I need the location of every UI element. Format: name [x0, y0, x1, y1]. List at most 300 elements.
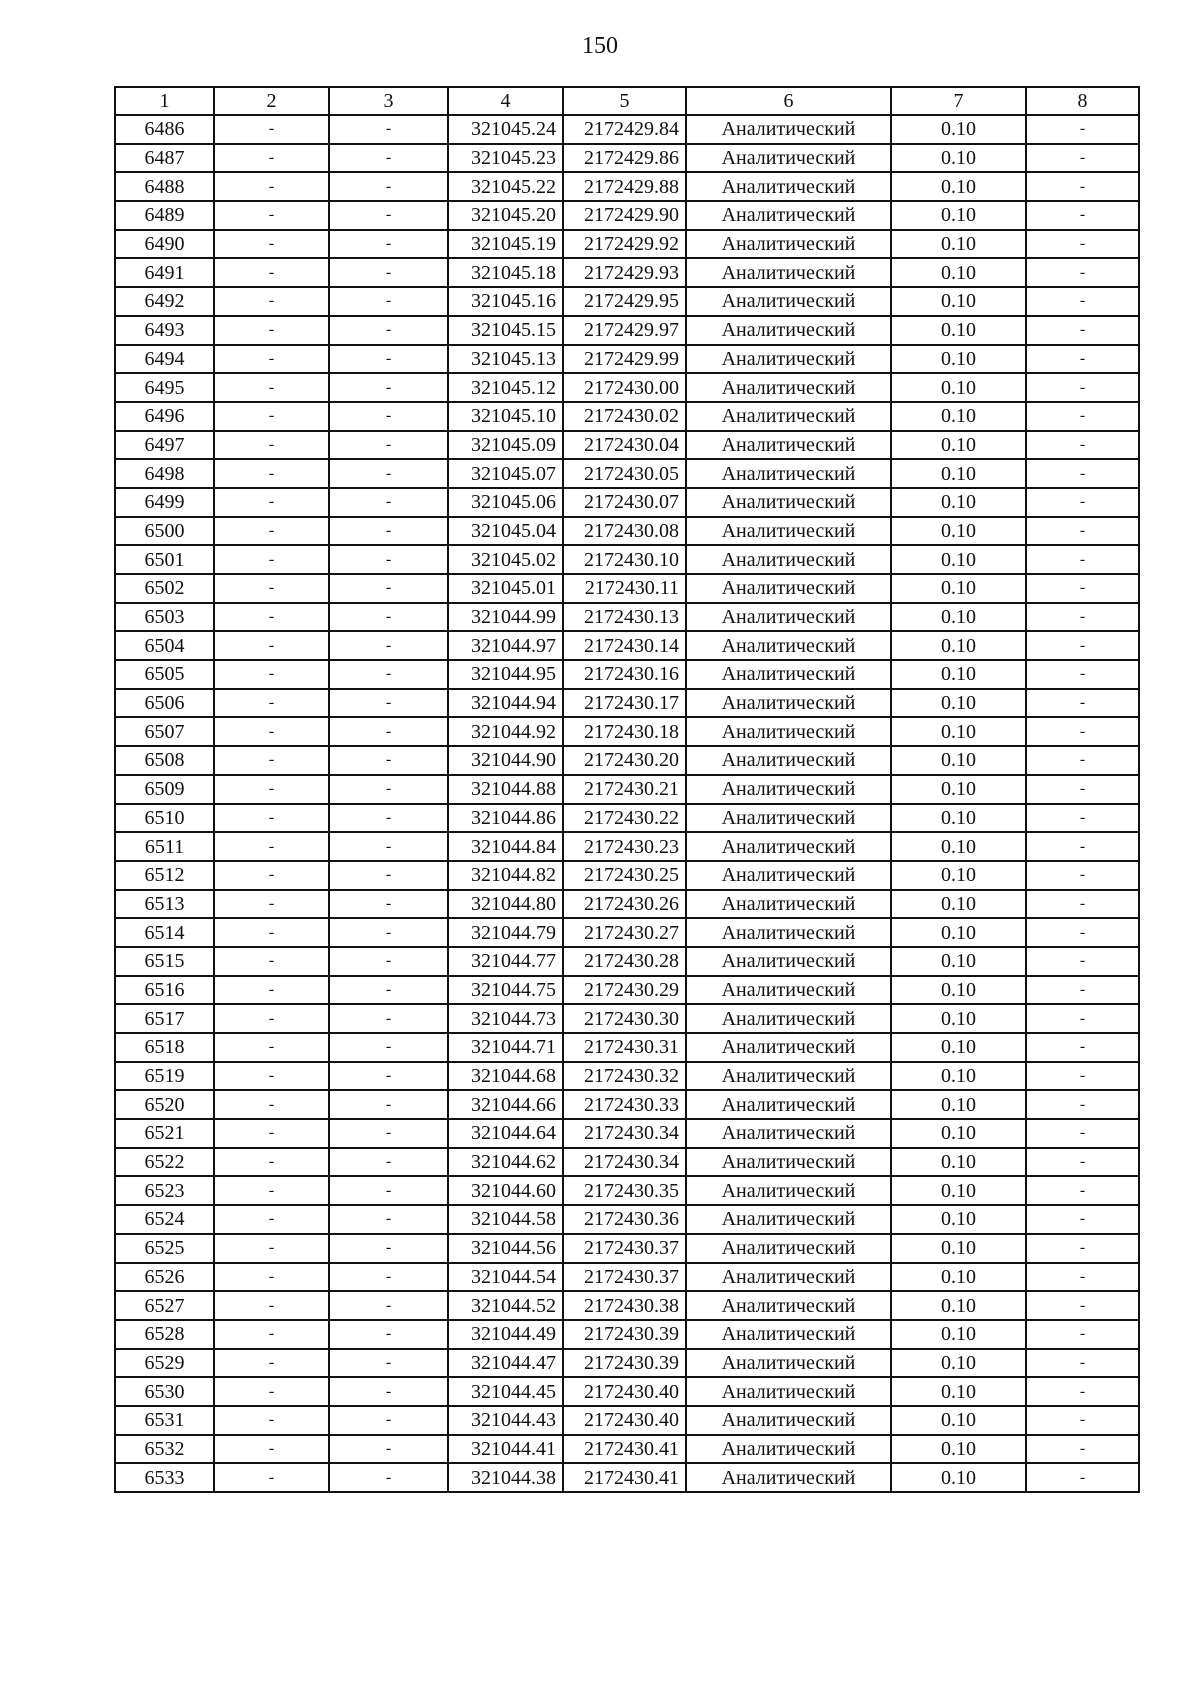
cell-point-number: 6513	[115, 890, 214, 919]
table-row	[115, 1320, 1139, 1349]
cell-col-2: -	[214, 1349, 329, 1378]
cell-y-coordinate: 2172430.39	[563, 1320, 686, 1349]
cell-precision: 0.10	[891, 517, 1026, 546]
cell-y-coordinate: 2172430.36	[563, 1205, 686, 1234]
table-row	[115, 459, 1139, 488]
cell-point-number: 6497	[115, 431, 214, 460]
cell-point-number: 6528	[115, 1320, 214, 1349]
cell-point-number: 6488	[115, 172, 214, 201]
cell-y-coordinate: 2172430.26	[563, 890, 686, 919]
cell-col-2: -	[214, 775, 329, 804]
cell-x-coordinate: 321045.16	[448, 287, 563, 316]
cell-col-8: -	[1026, 230, 1139, 259]
cell-col-3: -	[329, 431, 448, 460]
cell-point-number: 6498	[115, 459, 214, 488]
cell-y-coordinate: 2172429.93	[563, 258, 686, 287]
cell-method: Аналитический	[686, 545, 891, 574]
cell-y-coordinate: 2172430.22	[563, 804, 686, 833]
cell-method: Аналитический	[686, 1463, 891, 1492]
cell-col-2: -	[214, 488, 329, 517]
table-row	[115, 545, 1139, 574]
cell-y-coordinate: 2172429.99	[563, 345, 686, 374]
cell-col-2: -	[214, 1062, 329, 1091]
table-row	[115, 1205, 1139, 1234]
column-header: 7	[891, 87, 1026, 115]
cell-x-coordinate: 321044.82	[448, 861, 563, 890]
cell-y-coordinate: 2172429.88	[563, 172, 686, 201]
cell-point-number: 6510	[115, 804, 214, 833]
cell-method: Аналитический	[686, 947, 891, 976]
cell-precision: 0.10	[891, 373, 1026, 402]
cell-col-8: -	[1026, 689, 1139, 718]
column-header: 6	[686, 87, 891, 115]
cell-col-2: -	[214, 976, 329, 1005]
cell-col-3: -	[329, 1377, 448, 1406]
cell-x-coordinate: 321044.95	[448, 660, 563, 689]
cell-x-coordinate: 321045.20	[448, 201, 563, 230]
cell-col-8: -	[1026, 1291, 1139, 1320]
cell-point-number: 6523	[115, 1176, 214, 1205]
cell-y-coordinate: 2172430.34	[563, 1148, 686, 1177]
cell-col-2: -	[214, 287, 329, 316]
table-header-row	[115, 87, 1139, 115]
coordinates-table	[114, 86, 1140, 1493]
cell-col-3: -	[329, 545, 448, 574]
cell-precision: 0.10	[891, 1435, 1026, 1464]
cell-point-number: 6532	[115, 1435, 214, 1464]
cell-method: Аналитический	[686, 1090, 891, 1119]
cell-method: Аналитический	[686, 603, 891, 632]
cell-col-8: -	[1026, 746, 1139, 775]
table-row	[115, 574, 1139, 603]
cell-col-2: -	[214, 316, 329, 345]
cell-col-8: -	[1026, 258, 1139, 287]
cell-precision: 0.10	[891, 1463, 1026, 1492]
cell-y-coordinate: 2172430.00	[563, 373, 686, 402]
cell-point-number: 6517	[115, 1004, 214, 1033]
cell-x-coordinate: 321044.43	[448, 1406, 563, 1435]
cell-x-coordinate: 321044.54	[448, 1263, 563, 1292]
cell-x-coordinate: 321045.02	[448, 545, 563, 574]
cell-col-2: -	[214, 689, 329, 718]
cell-precision: 0.10	[891, 1062, 1026, 1091]
cell-precision: 0.10	[891, 1320, 1026, 1349]
cell-col-3: -	[329, 172, 448, 201]
cell-precision: 0.10	[891, 918, 1026, 947]
cell-col-3: -	[329, 230, 448, 259]
cell-col-2: -	[214, 230, 329, 259]
cell-x-coordinate: 321044.92	[448, 717, 563, 746]
cell-method: Аналитический	[686, 1062, 891, 1091]
cell-col-2: -	[214, 431, 329, 460]
cell-method: Аналитический	[686, 1119, 891, 1148]
cell-y-coordinate: 2172429.84	[563, 115, 686, 144]
cell-y-coordinate: 2172430.04	[563, 431, 686, 460]
cell-col-3: -	[329, 517, 448, 546]
cell-precision: 0.10	[891, 1349, 1026, 1378]
table-row	[115, 832, 1139, 861]
cell-col-8: -	[1026, 1176, 1139, 1205]
cell-method: Аналитический	[686, 832, 891, 861]
table-row	[115, 890, 1139, 919]
cell-method: Аналитический	[686, 115, 891, 144]
cell-y-coordinate: 2172430.14	[563, 631, 686, 660]
cell-col-2: -	[214, 660, 329, 689]
cell-col-3: -	[329, 459, 448, 488]
cell-col-8: -	[1026, 804, 1139, 833]
cell-col-8: -	[1026, 1205, 1139, 1234]
cell-point-number: 6487	[115, 144, 214, 173]
cell-precision: 0.10	[891, 1148, 1026, 1177]
cell-y-coordinate: 2172430.10	[563, 545, 686, 574]
cell-precision: 0.10	[891, 1033, 1026, 1062]
cell-method: Аналитический	[686, 144, 891, 173]
cell-x-coordinate: 321045.12	[448, 373, 563, 402]
table-row	[115, 1263, 1139, 1292]
table-row	[115, 1033, 1139, 1062]
cell-method: Аналитический	[686, 861, 891, 890]
cell-method: Аналитический	[686, 402, 891, 431]
cell-col-8: -	[1026, 890, 1139, 919]
cell-point-number: 6486	[115, 115, 214, 144]
cell-point-number: 6500	[115, 517, 214, 546]
table-row	[115, 402, 1139, 431]
cell-method: Аналитический	[686, 172, 891, 201]
cell-col-8: -	[1026, 201, 1139, 230]
cell-col-8: -	[1026, 717, 1139, 746]
cell-y-coordinate: 2172430.05	[563, 459, 686, 488]
cell-point-number: 6490	[115, 230, 214, 259]
cell-col-2: -	[214, 1320, 329, 1349]
cell-x-coordinate: 321044.56	[448, 1234, 563, 1263]
table-row	[115, 316, 1139, 345]
cell-col-3: -	[329, 1263, 448, 1292]
cell-col-2: -	[214, 373, 329, 402]
cell-y-coordinate: 2172430.13	[563, 603, 686, 632]
cell-col-8: -	[1026, 1148, 1139, 1177]
cell-x-coordinate: 321044.73	[448, 1004, 563, 1033]
cell-y-coordinate: 2172430.38	[563, 1291, 686, 1320]
cell-method: Аналитический	[686, 373, 891, 402]
cell-col-3: -	[329, 861, 448, 890]
cell-y-coordinate: 2172430.37	[563, 1263, 686, 1292]
cell-col-8: -	[1026, 861, 1139, 890]
table-row	[115, 230, 1139, 259]
cell-col-2: -	[214, 258, 329, 287]
cell-y-coordinate: 2172430.07	[563, 488, 686, 517]
cell-point-number: 6521	[115, 1119, 214, 1148]
cell-col-3: -	[329, 1148, 448, 1177]
cell-precision: 0.10	[891, 631, 1026, 660]
cell-col-8: -	[1026, 603, 1139, 632]
cell-col-3: -	[329, 345, 448, 374]
table-row	[115, 431, 1139, 460]
cell-x-coordinate: 321044.47	[448, 1349, 563, 1378]
table-row	[115, 287, 1139, 316]
table-row	[115, 517, 1139, 546]
cell-method: Аналитический	[686, 660, 891, 689]
cell-col-2: -	[214, 1004, 329, 1033]
cell-method: Аналитический	[686, 1349, 891, 1378]
cell-precision: 0.10	[891, 115, 1026, 144]
table-row	[115, 1463, 1139, 1492]
cell-y-coordinate: 2172430.40	[563, 1406, 686, 1435]
cell-x-coordinate: 321045.22	[448, 172, 563, 201]
cell-x-coordinate: 321045.19	[448, 230, 563, 259]
cell-method: Аналитический	[686, 1205, 891, 1234]
cell-col-3: -	[329, 1205, 448, 1234]
cell-method: Аналитический	[686, 574, 891, 603]
cell-y-coordinate: 2172430.16	[563, 660, 686, 689]
cell-method: Аналитический	[686, 287, 891, 316]
cell-y-coordinate: 2172430.23	[563, 832, 686, 861]
cell-precision: 0.10	[891, 1406, 1026, 1435]
cell-col-8: -	[1026, 1062, 1139, 1091]
cell-x-coordinate: 321044.52	[448, 1291, 563, 1320]
cell-y-coordinate: 2172430.37	[563, 1234, 686, 1263]
table-row	[115, 1291, 1139, 1320]
cell-precision: 0.10	[891, 545, 1026, 574]
cell-x-coordinate: 321044.97	[448, 631, 563, 660]
cell-method: Аналитический	[686, 1377, 891, 1406]
cell-x-coordinate: 321044.49	[448, 1320, 563, 1349]
cell-point-number: 6530	[115, 1377, 214, 1406]
cell-col-3: -	[329, 115, 448, 144]
cell-col-3: -	[329, 976, 448, 1005]
cell-x-coordinate: 321044.38	[448, 1463, 563, 1492]
cell-col-3: -	[329, 689, 448, 718]
cell-col-8: -	[1026, 1033, 1139, 1062]
table-row	[115, 258, 1139, 287]
cell-point-number: 6504	[115, 631, 214, 660]
cell-y-coordinate: 2172430.41	[563, 1463, 686, 1492]
cell-col-2: -	[214, 861, 329, 890]
cell-point-number: 6522	[115, 1148, 214, 1177]
cell-col-3: -	[329, 1176, 448, 1205]
cell-precision: 0.10	[891, 172, 1026, 201]
cell-col-2: -	[214, 1033, 329, 1062]
table-row	[115, 1406, 1139, 1435]
cell-y-coordinate: 2172430.33	[563, 1090, 686, 1119]
cell-x-coordinate: 321044.94	[448, 689, 563, 718]
cell-col-8: -	[1026, 976, 1139, 1005]
cell-col-8: -	[1026, 431, 1139, 460]
column-header: 2	[214, 87, 329, 115]
cell-precision: 0.10	[891, 832, 1026, 861]
cell-x-coordinate: 321044.45	[448, 1377, 563, 1406]
cell-point-number: 6515	[115, 947, 214, 976]
cell-col-3: -	[329, 402, 448, 431]
cell-col-2: -	[214, 517, 329, 546]
cell-col-8: -	[1026, 1234, 1139, 1263]
cell-point-number: 6519	[115, 1062, 214, 1091]
cell-col-8: -	[1026, 316, 1139, 345]
table-row	[115, 345, 1139, 374]
cell-x-coordinate: 321044.90	[448, 746, 563, 775]
cell-col-2: -	[214, 1463, 329, 1492]
cell-col-2: -	[214, 804, 329, 833]
table-row	[115, 1435, 1139, 1464]
table-row	[115, 1148, 1139, 1177]
cell-y-coordinate: 2172430.18	[563, 717, 686, 746]
cell-precision: 0.10	[891, 603, 1026, 632]
cell-col-2: -	[214, 918, 329, 947]
cell-col-3: -	[329, 918, 448, 947]
cell-col-2: -	[214, 1263, 329, 1292]
cell-method: Аналитический	[686, 201, 891, 230]
cell-col-8: -	[1026, 545, 1139, 574]
cell-precision: 0.10	[891, 488, 1026, 517]
cell-point-number: 6499	[115, 488, 214, 517]
cell-col-3: -	[329, 1463, 448, 1492]
cell-x-coordinate: 321045.09	[448, 431, 563, 460]
cell-precision: 0.10	[891, 976, 1026, 1005]
cell-precision: 0.10	[891, 689, 1026, 718]
cell-method: Аналитический	[686, 631, 891, 660]
cell-point-number: 6502	[115, 574, 214, 603]
cell-col-3: -	[329, 287, 448, 316]
cell-col-3: -	[329, 1090, 448, 1119]
cell-x-coordinate: 321045.06	[448, 488, 563, 517]
cell-col-8: -	[1026, 459, 1139, 488]
cell-precision: 0.10	[891, 1205, 1026, 1234]
cell-col-8: -	[1026, 1090, 1139, 1119]
cell-point-number: 6501	[115, 545, 214, 574]
cell-col-2: -	[214, 1090, 329, 1119]
cell-y-coordinate: 2172430.31	[563, 1033, 686, 1062]
cell-method: Аналитический	[686, 1234, 891, 1263]
cell-col-2: -	[214, 459, 329, 488]
cell-method: Аналитический	[686, 717, 891, 746]
cell-col-8: -	[1026, 631, 1139, 660]
cell-x-coordinate: 321044.58	[448, 1205, 563, 1234]
cell-point-number: 6514	[115, 918, 214, 947]
cell-x-coordinate: 321044.71	[448, 1033, 563, 1062]
cell-method: Аналитический	[686, 1033, 891, 1062]
cell-precision: 0.10	[891, 1263, 1026, 1292]
cell-point-number: 6494	[115, 345, 214, 374]
cell-x-coordinate: 321044.75	[448, 976, 563, 1005]
cell-col-2: -	[214, 1377, 329, 1406]
cell-col-3: -	[329, 1234, 448, 1263]
cell-y-coordinate: 2172430.29	[563, 976, 686, 1005]
cell-y-coordinate: 2172430.17	[563, 689, 686, 718]
cell-col-3: -	[329, 804, 448, 833]
table-row	[115, 603, 1139, 632]
cell-col-8: -	[1026, 345, 1139, 374]
cell-x-coordinate: 321044.64	[448, 1119, 563, 1148]
cell-y-coordinate: 2172430.11	[563, 574, 686, 603]
cell-col-3: -	[329, 1406, 448, 1435]
cell-precision: 0.10	[891, 1291, 1026, 1320]
cell-col-8: -	[1026, 775, 1139, 804]
cell-precision: 0.10	[891, 947, 1026, 976]
cell-y-coordinate: 2172430.35	[563, 1176, 686, 1205]
cell-precision: 0.10	[891, 1234, 1026, 1263]
cell-method: Аналитический	[686, 316, 891, 345]
table-row	[115, 488, 1139, 517]
cell-col-8: -	[1026, 1435, 1139, 1464]
cell-precision: 0.10	[891, 1090, 1026, 1119]
cell-precision: 0.10	[891, 746, 1026, 775]
cell-col-8: -	[1026, 1320, 1139, 1349]
cell-col-2: -	[214, 1205, 329, 1234]
cell-method: Аналитический	[686, 431, 891, 460]
cell-method: Аналитический	[686, 804, 891, 833]
cell-col-2: -	[214, 1148, 329, 1177]
cell-x-coordinate: 321044.66	[448, 1090, 563, 1119]
cell-col-8: -	[1026, 574, 1139, 603]
cell-col-3: -	[329, 1119, 448, 1148]
cell-precision: 0.10	[891, 660, 1026, 689]
cell-method: Аналитический	[686, 775, 891, 804]
cell-y-coordinate: 2172430.08	[563, 517, 686, 546]
table-row	[115, 1349, 1139, 1378]
cell-x-coordinate: 321045.07	[448, 459, 563, 488]
table-row	[115, 775, 1139, 804]
cell-col-2: -	[214, 832, 329, 861]
cell-point-number: 6524	[115, 1205, 214, 1234]
cell-point-number: 6518	[115, 1033, 214, 1062]
cell-col-3: -	[329, 373, 448, 402]
column-header: 8	[1026, 87, 1139, 115]
cell-x-coordinate: 321044.84	[448, 832, 563, 861]
cell-x-coordinate: 321044.60	[448, 1176, 563, 1205]
cell-point-number: 6511	[115, 832, 214, 861]
cell-col-8: -	[1026, 115, 1139, 144]
cell-col-2: -	[214, 631, 329, 660]
table-row	[115, 1119, 1139, 1148]
table-row	[115, 947, 1139, 976]
cell-y-coordinate: 2172430.40	[563, 1377, 686, 1406]
cell-x-coordinate: 321045.04	[448, 517, 563, 546]
cell-col-3: -	[329, 201, 448, 230]
cell-col-2: -	[214, 144, 329, 173]
cell-precision: 0.10	[891, 287, 1026, 316]
cell-col-2: -	[214, 717, 329, 746]
cell-x-coordinate: 321044.77	[448, 947, 563, 976]
cell-y-coordinate: 2172430.39	[563, 1349, 686, 1378]
cell-precision: 0.10	[891, 316, 1026, 345]
cell-col-2: -	[214, 947, 329, 976]
cell-method: Аналитический	[686, 488, 891, 517]
cell-col-8: -	[1026, 402, 1139, 431]
cell-method: Аналитический	[686, 890, 891, 919]
cell-col-3: -	[329, 775, 448, 804]
cell-col-3: -	[329, 488, 448, 517]
cell-point-number: 6509	[115, 775, 214, 804]
cell-col-8: -	[1026, 832, 1139, 861]
cell-precision: 0.10	[891, 804, 1026, 833]
cell-col-3: -	[329, 316, 448, 345]
table-row	[115, 201, 1139, 230]
cell-method: Аналитический	[686, 1406, 891, 1435]
cell-y-coordinate: 2172430.02	[563, 402, 686, 431]
cell-point-number: 6495	[115, 373, 214, 402]
cell-y-coordinate: 2172429.86	[563, 144, 686, 173]
cell-precision: 0.10	[891, 144, 1026, 173]
column-header: 4	[448, 87, 563, 115]
cell-y-coordinate: 2172430.34	[563, 1119, 686, 1148]
cell-col-8: -	[1026, 1004, 1139, 1033]
cell-x-coordinate: 321045.10	[448, 402, 563, 431]
cell-col-2: -	[214, 402, 329, 431]
cell-x-coordinate: 321045.23	[448, 144, 563, 173]
cell-point-number: 6520	[115, 1090, 214, 1119]
cell-x-coordinate: 321044.99	[448, 603, 563, 632]
cell-point-number: 6489	[115, 201, 214, 230]
cell-x-coordinate: 321045.15	[448, 316, 563, 345]
